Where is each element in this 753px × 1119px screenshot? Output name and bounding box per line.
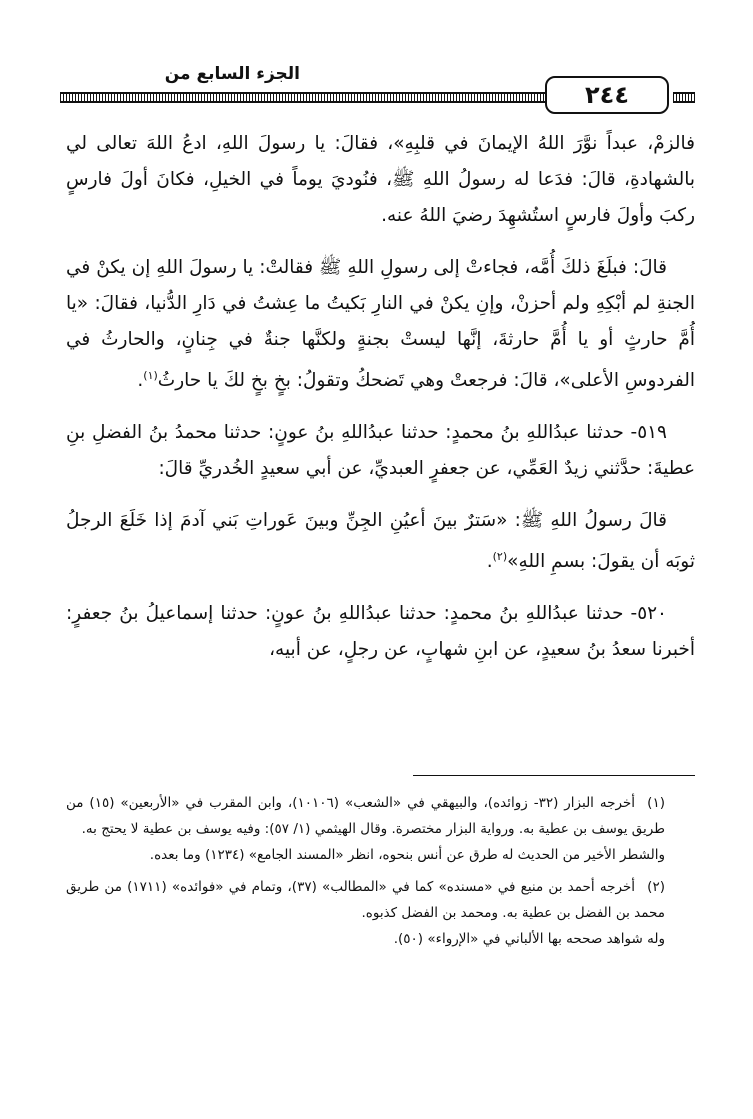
main-text [66,126,695,668]
header-ornament-rule-right [673,92,695,103]
paragraph-2-text: قالَ: فبلَغَ ذلكَ أُمَّه، فجاءتْ إلى رسولِ اللهِ ﷺ فقالتْ: يا رسولَ اللهِ إن يكنْ في الجنةِ لم أبْكِهِ ولم أحزنْ، وإنِ يكنْ في النارِ بَكيتُ ما عِشتُ في دَارِ الدُّنيا، فقالَ: «يا أُمَّ حارثٍ أو يا أُمَّ حارثةَ، إنَّها ليستْ بجنةٍ ولكنَّها جنةٌ في جِنانٍ، والحارثُ في الفردوسِ الأعلى»، قالَ: فرجعتْ وهي تَضحكُ وتقولُ: بخٍ بخٍ لكَ يا حارثُ [66,257,695,392]
header-ornament-rule [60,92,565,103]
footnote-2 [66,874,695,952]
footnote-1 [66,790,695,868]
footnotes [66,790,695,958]
hadith-519-matn: قالَ رسولُ اللهِ ﷺ: «سَترٌ بينَ أعيُنِ الجِنِّ وبينَ عَوراتِ بَني آدمَ إذا خَلَعَ الرجلُ ثوبَه أن يقولَ: بسمِ اللهِ»$^{(٢)}$. [66,510,695,573]
hadith-519-isnad: ٥١٩- حدثنا عبدُاللهِ بنُ محمدٍ: حدثنا عبدُاللهِ بنُ عونٍ: حدثنا محمدُ بنُ الفضلِ بنِ عطيةَ: حدَّثني زيدٌ العَمِّي، عن جعفرٍ العبديِّ، عن أبي سعيدٍ الخُدريِّ قالَ: [66,422,695,480]
running-head: الجزء السابع من [164,64,300,84]
footnote-number: (١) [647,795,665,811]
hadith-519-text: قالَ رسولُ اللهِ ﷺ: «سَترٌ بينَ أعيُنِ الجِنِّ وبينَ عَوراتِ بَني آدمَ إذا خَلَعَ الرجلُ ثوبَه أن يقولَ: بسمِ اللهِ» [66,510,695,573]
footnote-separator [413,775,695,776]
footnote-number: (٢) [647,879,665,895]
page-number: ٢٤٤ [545,76,669,114]
hadith-520-isnad: ٥٢٠- حدثنا عبدُاللهِ بنُ محمدٍ: حدثنا عبدُاللهِ بنُ عونٍ: حدثنا إسماعيلُ بنُ جعفرٍ: أخبرنا سعدُ بنُ سعيدٍ، عن ابنِ شهابٍ، عن رجلٍ، عن أبيه، [66,603,695,661]
footnote-ref-1: (١) [143,369,158,382]
footnote-ref-2: (٢) [492,550,508,564]
footnote-1-line-2: والشطر الأخير من الحديث له طرق عن أنس بنحوه، انظر «المسند الجامع» (١٢٣٤) وما بعده. [149,847,665,863]
footnote-2-line-2: وله شواهد صححه بها الألباني في «الإرواء» (٥٠). [393,931,665,947]
paragraph-1: فالزمْ، عبداً نوَّرَ اللهُ الإيمانَ في قلبِهِ»، فقالَ: يا رسولَ اللهِ، ادعُ اللهَ تعالى لي بالشهادةِ، قالَ: فدَعا له رسولُ اللهِ ﷺ، فنُوديَ يوماً في الخيلِ، فكانَ أولَ فارسٍ ركبَ وأولَ فارسٍ استُشهِدَ رضيَ اللهُ عنه. [66,133,695,226]
footnote-1-line-1: (١)أخرجه البزار (٣٢- زوائده)، والبيهقي في «الشعب» (١٠١٠٦)، وابن المقرب في «الأربعين» (١٥) من طريق يوسف بن عطية به. ورواية البزار مختصرة. وقال الهيثمي (١/ ٥٧): وفيه يوسف بن عطية لا يحتج به. [66,790,695,842]
page-header [60,62,695,114]
footnote-2-line-1: (٢)أخرجه أحمد بن منيع في «مسنده» كما في «المطالب» (٣٧)، وتمام في «فوائده» (١٧١١) من طريق محمد بن الفضل بن عطية به. ومحمد بن الفضل كذبوه. [66,874,695,926]
paragraph-2: قالَ: فبلَغَ ذلكَ أُمَّه، فجاءتْ إلى رسولِ اللهِ ﷺ فقالتْ: يا رسولَ اللهِ إن يكنْ في الجنةِ لم أبْكِهِ ولم أحزنْ، وإنِ يكنْ في النارِ بَكيتُ ما عِشتُ في دَارِ الدُّنيا، فقالَ: «يا أُمَّ حارثٍ أو يا أُمَّ حارثةَ، إنَّها ليستْ بجنةٍ ولكنَّها جنةٌ في جِنانٍ، والحارثُ في الفردوسِ الأعلى»، قالَ: فرجعتْ وهي تَضحكُ وتقولُ: بخٍ بخٍ لكَ يا حارثُ$^{(١)}$. [66,257,695,392]
